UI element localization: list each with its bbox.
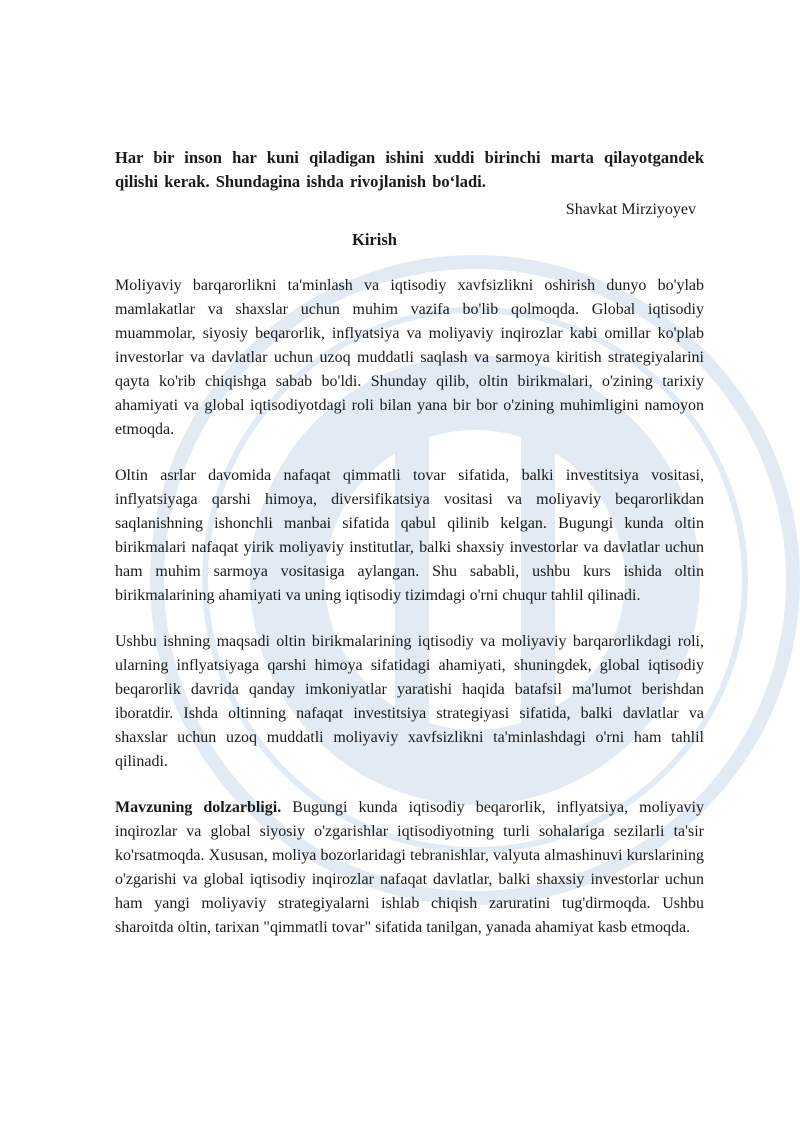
paragraph-4-lead: Mavzuning dolzarbligi. bbox=[115, 799, 282, 816]
paragraph-4-body: Bugungi kunda iqtisodiy beqarorlik, inflyatsiya, moliyaviy inqirozlar va global siyosiy o'zgarishlar iqtisodiyotning turli sohalariga sezilarli ta'sir ko'rsatmoqda. Xususan, moliya bozorlaridagi tebranishlar, valyuta almashinuvi kurslarining o'zgarishi va global iqtisodiy inqirozlar nafaqat davlatlar, balki shaxsiy investorlar uchun ham yangi moliyaviy strategiyalarni ishlab chiqish zaruratini tug'dirmoqda. Ushbu sharoitda oltin, tarixan "qimmatli tovar" sifatida tanilgan, yanada ahamiyat kasb etmoqda. bbox=[115, 799, 705, 936]
epigraph-quote: Har bir inson har kuni qiladigan ishini xuddi birinchi marta qilayotgandek qilishi kerak. Shundagina ishda rivojlanish bo‘ladi. bbox=[115, 148, 704, 191]
page-content bbox=[115, 146, 704, 940]
paragraph-2: Oltin asrlar davomida nafaqat qimmatli tovar sifatida, balki investitsiya vositasi, inflyatsiyaga qarshi himoya, diversifikatsiya vositasi va moliyaviy beqarorlikdan saqlanishning ishonchli manbai sifatida qabul qilinib kelgan. Bugungi kunda oltin birikmalari nafaqat yirik moliyaviy institutlar, balki shaxsiy investorlar va davlatlar uchun ham muhim sarmoya vositasiga aylangan. Shu sababli, ushbu kurs ishida oltin birikmalarining ahamiyati va uning iqtisodiy tizimdagi o'rni chuqur tahlil qilinadi. bbox=[115, 467, 704, 604]
paragraph-1: Moliyaviy barqarorlikni ta'minlash va iqtisodiy xavfsizlikni oshirish dunyo bo'ylab mamlakatlar va shaxslar uchun muhim vazifa bo'lib qolmoqda. Global iqtisodiy muammolar, siyosiy beqarorlik, inflyatsiya va moliyaviy inqirozlar kabi omillar ko'plab investorlar va davlatlar uchun uzoq muddatli saqlash va sarmoya kiritish strategiyalarini qayta ko'rib chiqishga sabab bo'ldi. Shunday qilib, oltin birikmalari, o'zining tarixiy ahamiyati va global iqtisodiyotdagi roli bilan yana bir bor o'zining muhimligini namoyon etmoqda. bbox=[115, 277, 704, 438]
section-heading: Kirish bbox=[352, 230, 397, 249]
paragraph-3: Ushbu ishning maqsadi oltin birikmalarining iqtisodiy va moliyaviy barqarorlikdagi roli, ularning inflyatsiyaga qarshi himoya sifatidagi ahamiyati, shuningdek, global iqtisodiy beqarorlik davrida qanday imkoniyatlar yaratishi haqida batafsil ma'lumot berishdan iboratdir. Ishda oltinning nafaqat investitsiya strategiyasi sifatida, balki davlatlar va shaxslar uchun uzoq muddatli moliyaviy xavfsizlikni ta'minlashdagi o'rni ham tahlil qilinadi. bbox=[115, 633, 704, 770]
epigraph-author: Shavkat Mirziyoyev bbox=[565, 201, 696, 218]
paragraph-4 bbox=[115, 796, 704, 940]
